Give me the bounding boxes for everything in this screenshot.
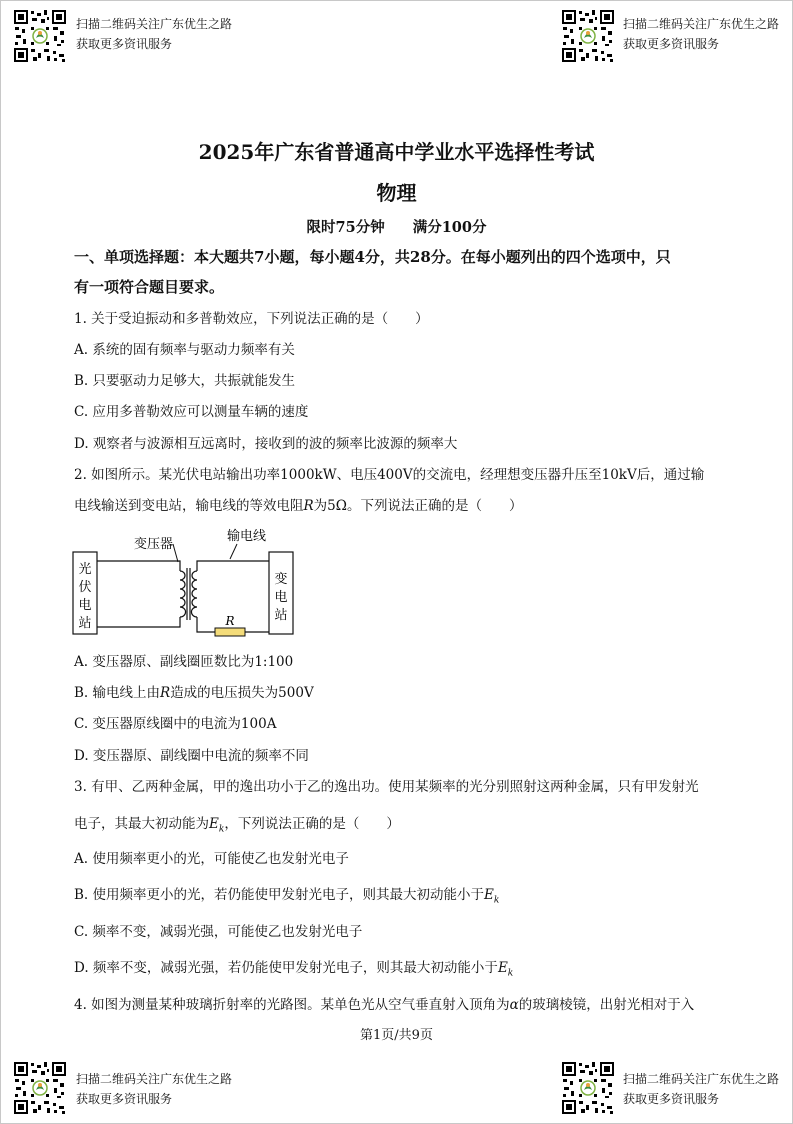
promo-line-1: 扫描二维码关注广东优生之路 [76, 17, 233, 31]
sub-char: 电 [274, 590, 288, 605]
q2-option-c: C. 变压器原线圈中的电流为100A [74, 716, 277, 732]
pv-char: 伏 [78, 580, 92, 595]
pv-char: 光 [78, 562, 92, 577]
q1-option-a: A. 系统的固有频率与驱动力频率有关 [74, 342, 295, 358]
q3-option-c: C. 频率不变，减弱光强，可能使乙也发射光电子 [74, 924, 363, 940]
pv-char: 电 [78, 598, 92, 613]
resistor-label: R [225, 614, 235, 628]
q2-stem-2: 电线输送到变电站，输电线的等效电阻R为5Ω。下列说法正确的是（ ） [74, 498, 523, 514]
page-number: 第1页/共9页 [360, 1028, 433, 1043]
var-r: R [160, 685, 171, 701]
primary-coil [180, 571, 186, 617]
full-score: 满分100分 [412, 219, 487, 236]
q1-option-b: B. 只要驱动力足够大，共振就能发生 [74, 373, 296, 389]
promo-line-1: 扫描二维码关注广东优生之路 [623, 17, 780, 31]
sub-char: 变 [274, 572, 288, 587]
q2-option-a: A. 变压器原、副线圈匝数比为1:100 [74, 654, 294, 670]
q1-option-c: C. 应用多普勒效应可以测量车辆的速度 [74, 404, 309, 420]
section-instruction-1: 一、单项选择题：本大题共7小题，每小题4分，共28分。在每小题列出的四个选项中，只 [74, 248, 671, 266]
q3-stem-1: 3. 有甲、乙两种金属，甲的逸出功小于乙的逸出功。使用某频率的光分别照射这两种金属，只有甲发射光 [74, 779, 699, 795]
var-r: R [303, 498, 314, 514]
promo-line-2: 获取更多资讯服务 [623, 1092, 720, 1106]
ek-symbol: $E_k$ [497, 960, 514, 979]
exam-title: 2025年广东省普通高中学业水平选择性考试 [198, 140, 595, 164]
promo-top-right [623, 14, 779, 54]
q3-option-b: B. 使用频率更小的光，若仍能使甲发射光电子，则其最大初动能小于$E_k$ [74, 887, 500, 906]
q3-option-a: A. 使用频率更小的光，可能使乙也发射光电子 [74, 851, 349, 867]
transformer-label: 变压器 [134, 537, 174, 552]
promo-line-1: 扫描二维码关注广东优生之路 [623, 1072, 780, 1086]
promo-bottom-left [76, 1069, 232, 1109]
promo-line-2: 获取更多资讯服务 [76, 1092, 173, 1106]
promo-line-1: 扫描二维码关注广东优生之路 [76, 1072, 233, 1086]
q2-stem-1: 2. 如图所示。某光伏电站输出功率1000kW、电压400V的交流电，经理想变压器升压至10kV后，通过输 [74, 467, 705, 483]
subject-title: 物理 [376, 181, 417, 205]
section-instruction-2: 有一项符合题目要求。 [74, 278, 225, 296]
time-limit: 限时75分钟 [306, 219, 385, 236]
qr-code-icon [561, 9, 615, 63]
promo-line-2: 获取更多资讯服务 [76, 37, 173, 51]
q3-option-d: D. 频率不变，减弱光强，若仍能使甲发射光电子，则其最大初动能小于$E_k$ [74, 960, 514, 979]
qr-code-icon [561, 1061, 615, 1115]
alpha-symbol: α [509, 997, 519, 1013]
q2-option-b: B. 输电线上由R造成的电压损失为500V [74, 685, 314, 701]
sub-char: 站 [274, 608, 288, 623]
circuit-diagram [70, 526, 306, 644]
promo-top-left [76, 14, 232, 54]
line-label: 输电线 [227, 529, 267, 544]
pv-char: 站 [78, 616, 92, 631]
q1-option-d: D. 观察者与波源相互远离时，接收到的波的频率比波源的频率大 [74, 436, 458, 452]
q2-option-d: D. 变压器原、副线圈中电流的频率不同 [74, 748, 309, 764]
promo-line-2: 获取更多资讯服务 [623, 37, 720, 51]
q3-stem-2: 电子，其最大初动能为$E_k$，下列说法正确的是（ ） [74, 816, 400, 835]
promo-bottom-right [623, 1069, 779, 1109]
qr-code-icon [13, 1061, 67, 1115]
secondary-coil [191, 571, 197, 617]
qr-code-icon [13, 9, 67, 63]
ek-symbol: $E_k$ [209, 816, 225, 835]
exam-info [0, 216, 793, 237]
resistor [215, 628, 245, 636]
q1-stem: 1. 关于受迫振动和多普勒效应，下列说法正确的是（ ） [74, 311, 429, 327]
ek-symbol: $E_k$ [484, 887, 500, 906]
q4-stem: 4. 如图为测量某种玻璃折射率的光路图。某单色光从空气垂直射入顶角为α的玻璃棱镜，出射光相对于入 [74, 997, 695, 1013]
